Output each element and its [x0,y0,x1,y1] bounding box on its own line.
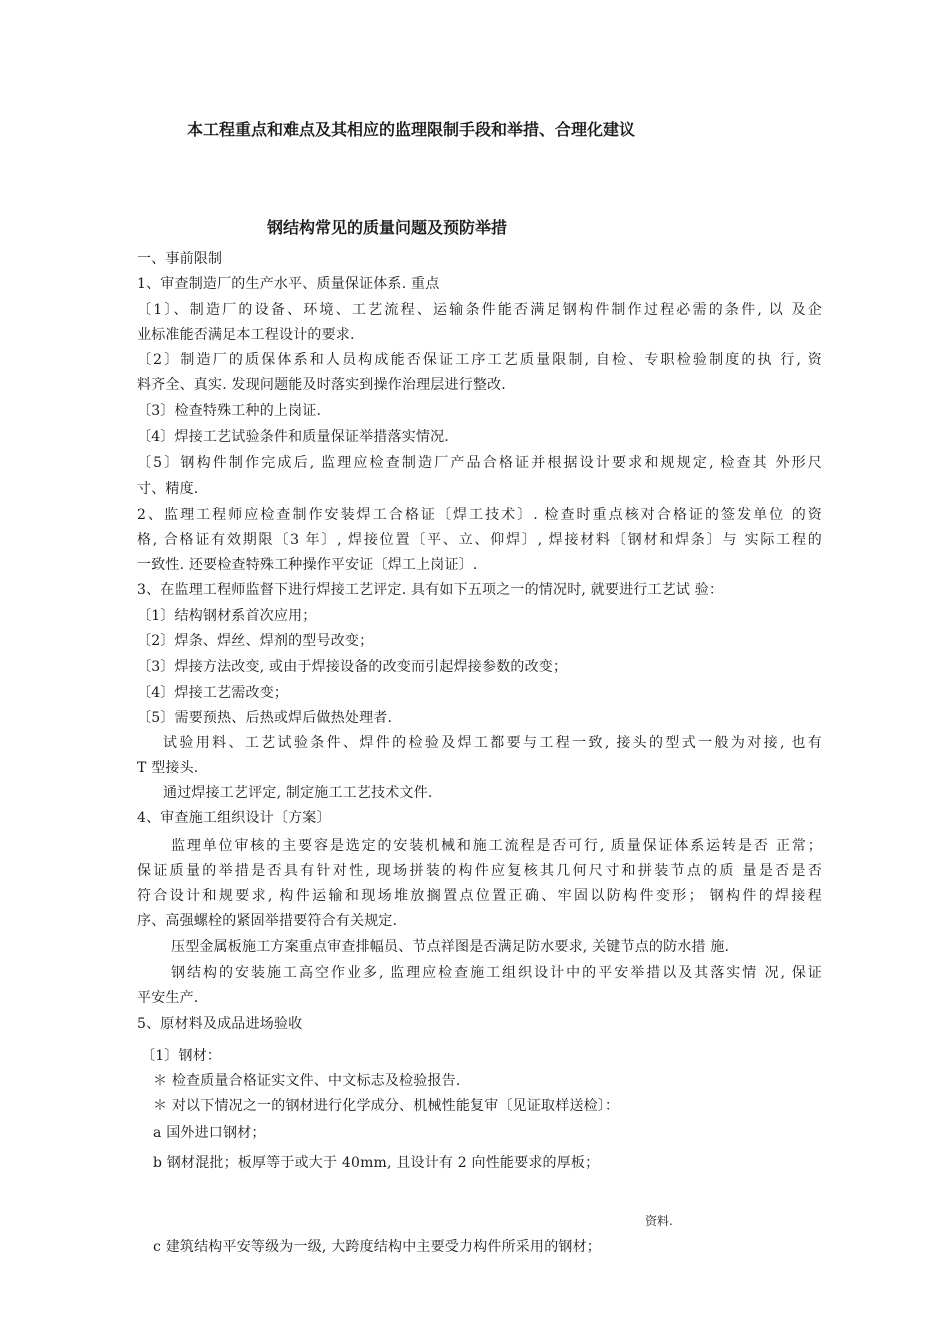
paragraph-line: T 型接头. [137,760,199,776]
paragraph-line: 料齐全、真实. 发现问题能及时落实到操作治理层进行整改. [137,377,506,393]
paragraph-line: 〔1〕钢材： [141,1048,222,1064]
paragraph-line: 序、高强螺栓的紧固举措要符合有关规定. [137,913,398,929]
list-item: ＊ 检查质量合格证实文件、中文标志及检验报告. [153,1073,461,1089]
list-item: ＊ 对以下情况之一的钢材进行化学成分、机械性能复审〔见证取样送检〕： [153,1098,620,1114]
paragraph-line: 寸、精度. [137,481,199,497]
paragraph-line: 试验用料、工艺试验条件、焊件的检验及焊工都要与工程一致, 接头的型式一般为对接, 也有 [163,735,822,751]
paragraph-line: 保证质量的举措是否具有针对性, 现场拼装的构件应复核其几何尺寸和拼装节点的质 量是否是否 [137,863,822,879]
paragraph-line: 〔5〕钢构件制作完成后, 监理应检查制造厂产品合格证并根据设计要求和规规定, 检查其 外形尺 [137,455,822,471]
paragraph-line: 〔1〕、制造厂的设备、环境、工艺流程、运输条件能否满足钢构件制作过程必需的条件, 以 及企 [137,302,822,318]
paragraph-line: 〔2〕焊条、焊丝、焊剂的型号改变； [137,633,374,649]
paragraph-line: 4、审查施工组织设计〔方案〕 [137,810,331,826]
paragraph-line: 一致性. 还要检查特殊工种操作平安证〔焊工上岗证〕. [137,557,478,573]
paragraph-line: 通过焊接工艺评定, 制定施工工艺技术文件. [163,785,433,801]
paragraph-line: 〔2〕制造厂的质保体系和人员构成能否保证工序工艺质量限制, 自检、专职检验制度的执 行, 资 [137,352,822,368]
list-item: b 钢材混批；板厚等于或大于 40mm, 且设计有 2 向性能要求的厚板； [153,1155,600,1171]
paragraph-line: 〔1〕结构钢材系首次应用； [137,608,317,624]
paragraph-line: 2、监理工程师应检查制作安装焊工合格证〔焊工技术〕. 检查时重点核对合格证的签发单位 的资 [137,507,822,523]
paragraph-line: 格, 合格证有效期限〔3 年〕, 焊接位置〔平、立、仰焊〕, 焊接材料〔钢材和焊条〕与 实际工程的 [137,532,822,548]
paragraph-line: 业标准能否满足本工程设计的要求. [137,327,355,343]
page-footer-note: 资料. [645,1214,673,1228]
paragraph-line: 〔3〕检查特殊工种的上岗证. [137,403,322,419]
document-subtitle: 钢结构常见的质量问题及预防举措 [267,218,508,237]
paragraph-line: 3、在监理工程师监督下进行焊接工艺评定. 具有如下五项之一的情况时, 就要进行工艺试 验： [137,582,724,598]
paragraph-line: 〔5〕需要预热、后热或焊后做热处理者. [137,710,393,726]
paragraph-line: 平安生产. [137,990,199,1006]
paragraph-line: 监理单位审核的主要容是选定的安装机械和施工流程是否可行, 质量保证体系运转是否 正常； [171,838,822,854]
list-item: c 建筑结构平安等级为一级, 大跨度结构中主要受力构件所采用的钢材； [153,1239,601,1255]
paragraph-line: 符合设计和规要求, 构件运输和现场堆放搁置点位置正确、牢固以防构件变形； 钢构件的焊接程 [137,888,822,904]
paragraph-line: 压型金属板施工方案重点审查排幅员、节点祥图是否满足防水要求, 关键节点的防水措 施. [171,939,730,955]
paragraph-line: 〔3〕焊接方法改变, 或由于焊接设备的改变而引起焊接参数的改变； [137,659,568,675]
paragraph-line: 〔4〕焊接工艺需改变； [137,685,289,701]
section-heading: 一、事前限制 [137,251,223,267]
paragraph-line: 1、审查制造厂的生产水平、质量保证体系. 重点 [137,276,440,292]
paragraph-line: 钢结构的安装施工高空作业多, 监理应检查施工组织设计中的平安举措以及其落实情 况, 保证 [171,965,822,981]
document-title: 本工程重点和难点及其相应的监理限制手段和举措、合理化建议 [187,120,636,139]
paragraph-line: 〔4〕焊接工艺试验条件和质量保证举措落实情况. [137,429,449,445]
list-item: a 国外进口钢材； [153,1125,266,1141]
paragraph-line: 5、原材料及成品进场验收 [137,1016,303,1032]
